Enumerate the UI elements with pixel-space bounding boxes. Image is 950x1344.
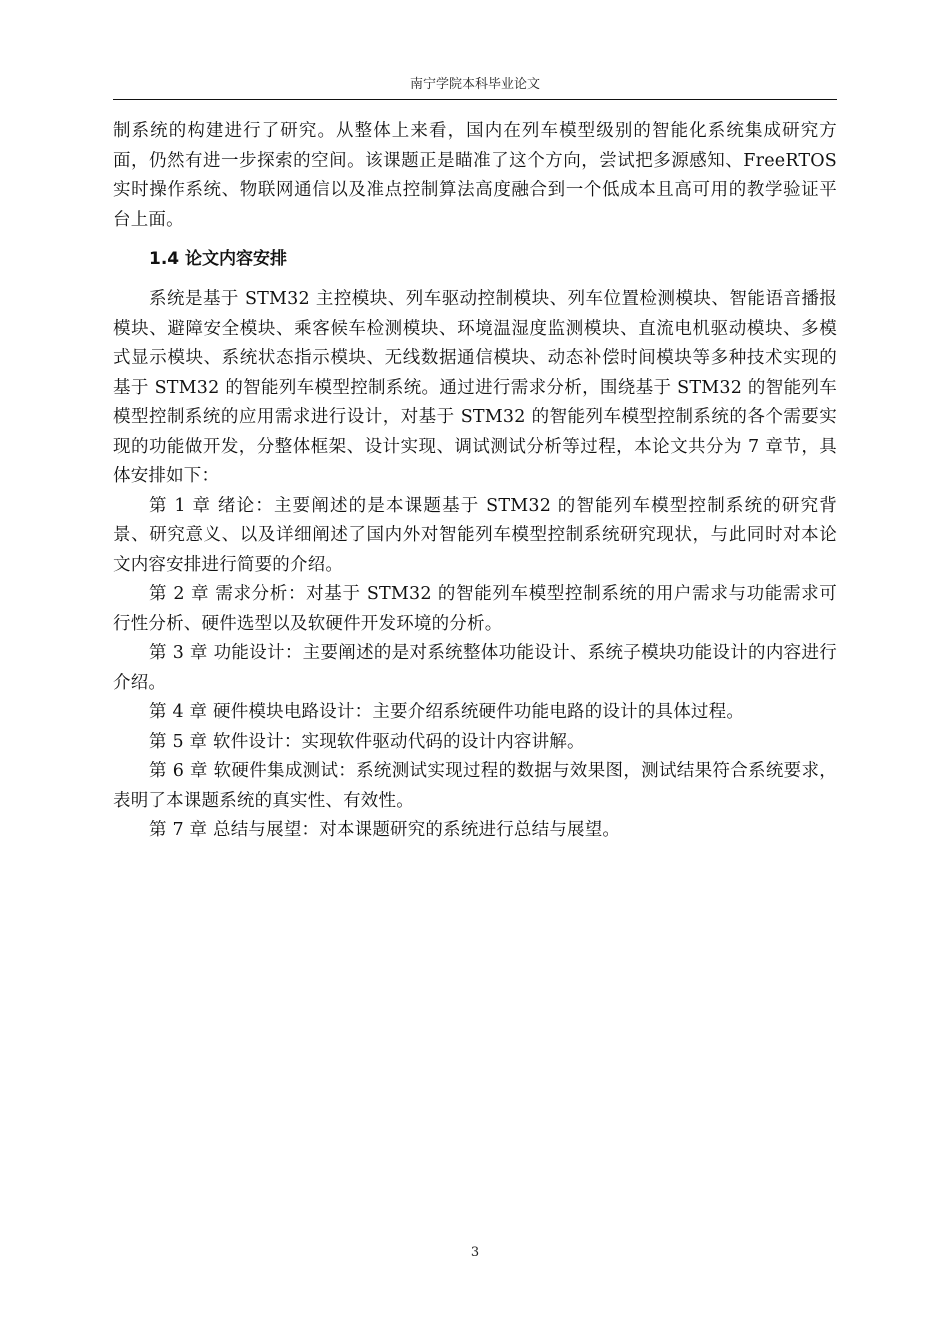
- chapter-1-paragraph: 第 1 章 绪论：主要阐述的是本课题基于 STM32 的智能列车模型控制系统的研究背景、研究意义、以及详细阐述了国内外对智能列车模型控制系统研究现状，与此同时对本论文内容安排进行简要的介绍。: [113, 495, 837, 575]
- page-number: 3: [470, 1245, 480, 1260]
- section-heading: 1.4 论文内容安排: [149, 249, 288, 269]
- chapter-4-paragraph: 第 4 章 硬件模块电路设计：主要介绍系统硬件功能电路的设计的具体过程。: [149, 702, 745, 722]
- chapter-2-paragraph: 第 2 章 需求分析：对基于 STM32 的智能列车模型控制系统的用户需求与功能需求可行性分析、硬件选型以及软硬件开发环境的分析。: [113, 584, 837, 634]
- page-body: [113, 117, 837, 846]
- header-divider: [113, 99, 837, 100]
- chapter-7-paragraph: 第 7 章 总结与展望：对本课题研究的系统进行总结与展望。: [149, 820, 621, 840]
- chapter-6-paragraph: 第 6 章 软硬件集成测试：系统测试实现过程的数据与效果图，测试结果符合系统要求，表明了本课题系统的真实性、有效性。: [113, 761, 837, 811]
- intro-paragraph: 制系统的构建进行了研究。从整体上来看，国内在列车模型级别的智能化系统集成研究方面，仍然有进一步探索的空间。该课题正是瞄准了这个方向，尝试把多源感知、FreeRTOS 实时操作系统、物联网通信以及准点控制算法高度融合到一个低成本且高可用的教学验证平台上面。: [113, 121, 837, 230]
- chapter-3-paragraph: 第 3 章 功能设计：主要阐述的是对系统整体功能设计、系统子模块功能设计的内容进行介绍。: [113, 643, 837, 693]
- section-overview-paragraph: 系统是基于 STM32 主控模块、列车驱动控制模块、列车位置检测模块、智能语音播报模块、避障安全模块、乘客候车检测模块、环境温湿度监测模块、直流电机驱动模块、多模式显示模块、系统状态指示模块、无线数据通信模块、动态补偿时间模块等多种技术实现的基于 STM32 的智能列车模型控制系统。通过进行需求分析，围绕基于 STM32 的智能列车模型控制系统的应用需求进行设计，对基于 STM32 的智能列车模型控制系统的各个需要实现的功能做开发，分整体框架、设计实现、调试测试分析等过程，本论文共分为 7 章节，具体安排如下：: [113, 289, 837, 486]
- page-header: 南宁学院本科毕业论文: [409, 77, 540, 92]
- chapter-5-paragraph: 第 5 章 软件设计：实现软件驱动代码的设计内容讲解。: [149, 731, 585, 752]
